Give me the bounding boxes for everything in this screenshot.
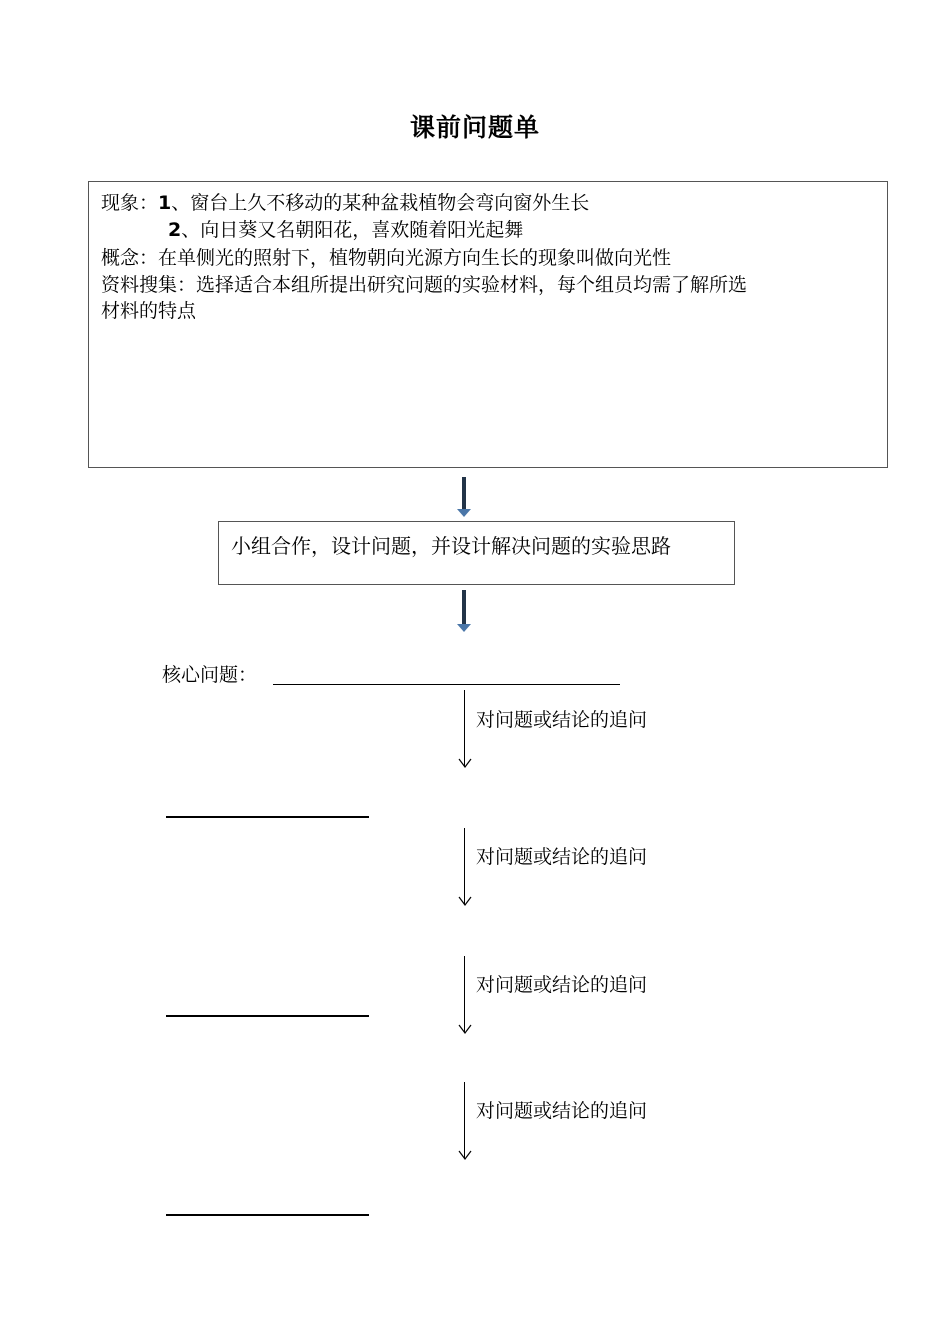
page-title: 课前问题单 (409, 113, 540, 142)
core-question-blank[interactable] (273, 684, 620, 685)
core-question-label: 核心问题： (162, 664, 258, 686)
down-arrow-icon (458, 956, 472, 1034)
concept-line: 概念：在单侧光的照射下，植物朝向光源方向生长的现象叫做向光性 (101, 247, 672, 269)
intro-box (88, 181, 888, 468)
phenomenon-2-number: 2 (168, 219, 182, 241)
down-arrow-icon (458, 828, 472, 906)
down-arrow-icon (458, 1082, 472, 1160)
group-task-box (218, 521, 735, 585)
phenomenon-line-2 (168, 217, 523, 243)
phenomenon-label: 现象： (101, 192, 159, 214)
answer-blank-3[interactable] (166, 1214, 369, 1216)
group-task-text: 小组合作，设计问题，并设计解决问题的实验思路 (231, 534, 671, 558)
phenomenon-line-1 (101, 190, 589, 216)
phenomenon-1-number: 1 (158, 192, 172, 214)
materials-line-2: 材料的特点 (101, 300, 197, 322)
followup-label-3: 对问题或结论的追问 (476, 974, 648, 996)
followup-label-4: 对问题或结论的追问 (476, 1100, 648, 1122)
phenomenon-1-text: 、窗台上久不移动的某种盆栽植物会弯向窗外生长 (171, 192, 590, 214)
answer-blank-2[interactable] (166, 1015, 369, 1017)
answer-blank-1[interactable] (166, 816, 369, 818)
followup-label-2: 对问题或结论的追问 (476, 846, 648, 868)
followup-label-1: 对问题或结论的追问 (476, 709, 648, 731)
materials-line-1: 资料搜集：选择适合本组所提出研究问题的实验材料，每个组员均需了解所选 (101, 274, 748, 296)
phenomenon-2-text: 、向日葵又名朝阳花，喜欢随着阳光起舞 (181, 219, 524, 241)
down-arrow-icon (458, 690, 472, 768)
